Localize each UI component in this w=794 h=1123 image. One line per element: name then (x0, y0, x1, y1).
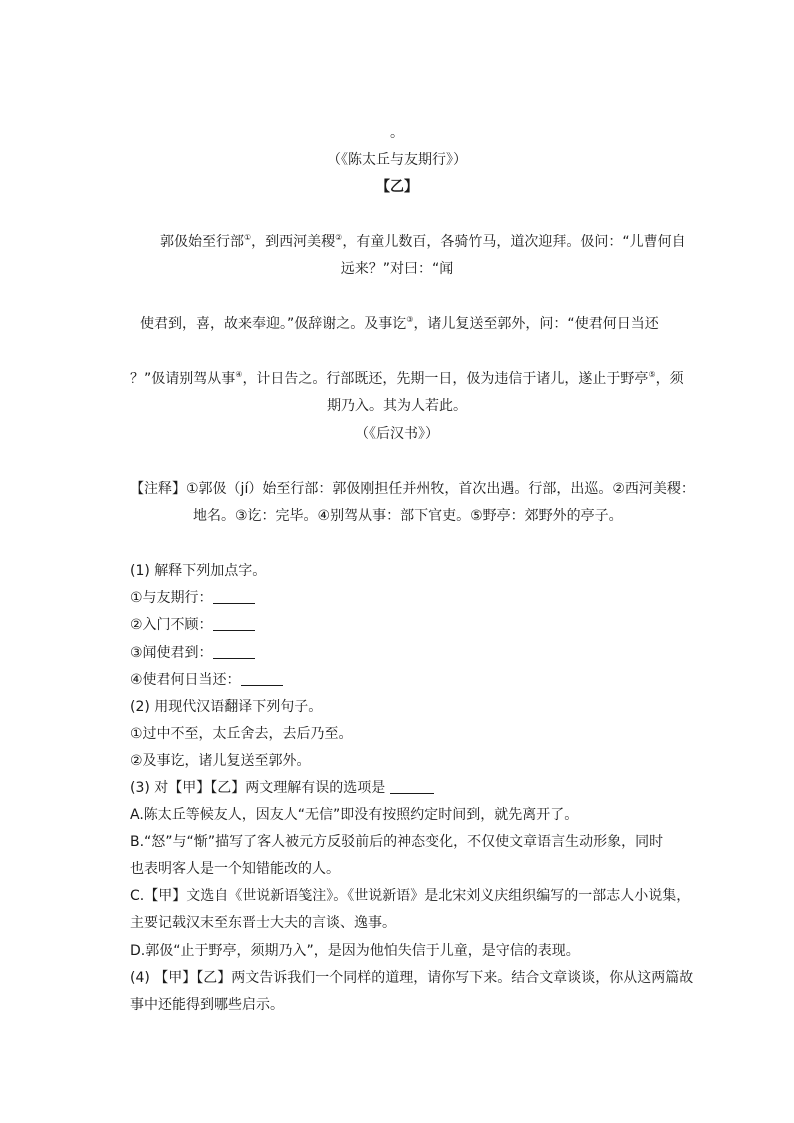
answer-blank[interactable] (241, 671, 283, 686)
answer-blank[interactable] (213, 589, 255, 604)
option-b-line-1: B.“怒”与“惭”描写了客人被元方反驳前后的神态变化，不仅使文章语言生动形象，同时 (130, 834, 664, 850)
question-2: (2) 用现代汉语翻译下列句子。 (130, 699, 323, 715)
option-a: A.陈太丘等候友人，因友人“无信”即没有按照约定时间到，就先离开了。 (130, 807, 579, 823)
yi-heading: 【乙】 (376, 179, 418, 195)
question-1: (1) 解释下列加点字。 (130, 563, 267, 579)
answer-blank[interactable] (390, 779, 434, 794)
note-ref-4: ④ (235, 370, 243, 379)
yi-passage-line-4: ？”伋请别驾从事④，计日告之。行部既还，先期一日，伋为违信于诸儿，遂止于野亭⑤，须 (130, 370, 684, 387)
yi-passage-line-3: 使君到，喜，故来奉迎。”伋辞谢之。及事讫③，诸儿复送至郭外，问：“使君何日当还 (140, 315, 659, 332)
jia-source: （《陈太丘与友期行》） (327, 152, 467, 168)
answer-blank[interactable] (213, 644, 255, 659)
question-3: (3) 对【甲】【乙】两文理解有误的选项是 (130, 778, 434, 798)
annotation-line-1: 【注释】①郭伋（jí）始至行部：郭伋刚担任并州牧，首次出遇。行部，出巡。②西河美稷： (130, 481, 695, 497)
yi-passage-line-5: 期乃入。其为人若此。 (327, 398, 467, 414)
option-c-line-1: C.【甲】文选自《世说新语笺注》。《世说新语》是北宋刘义庆组织编写的一部志人小说集， (130, 888, 691, 904)
note-ref-3: ③ (406, 315, 414, 324)
option-d: D.郭伋“止于野亭，须期乃入”，是因为他怕失信于儿童，是守信的表现。 (130, 943, 580, 959)
question-4-line-1: (4) 【甲】【乙】两文告诉我们一个同样的道理，请你写下来。结合文章谈谈，你从这两篇故 (130, 970, 694, 986)
annotation-line-2: 地名。③讫：完毕。④别驾从事：部下官吏。⑤野亭：郊野外的亭子。 (193, 508, 623, 524)
yi-passage-line-1: 郭伋始至行部①，到西河美稷②，有童儿数百，各骑竹马，道次迎拜。伋问：“儿曹何自 (160, 233, 686, 250)
yi-passage-line-2: 远来？”对曰：“闻 (340, 261, 454, 277)
question-1-item-1: ①与友期行： (130, 588, 255, 608)
option-c-line-2: 主要记载汉末至东晋士大夫的言谈、逸事。 (130, 915, 396, 931)
yi-source: （《后汉书》） (355, 426, 439, 442)
note-ref-1: ① (244, 233, 252, 242)
answer-blank[interactable] (213, 616, 255, 631)
question-1-item-2: ②入门不顾： (130, 615, 255, 635)
option-b-line-2: 也表明客人是一个知错能改的人。 (130, 861, 340, 877)
question-1-item-4: ④使君何日当还： (130, 670, 283, 690)
question-2-item-1: ①过中不至，太丘舍去，去后乃至。 (130, 726, 353, 742)
question-1-item-3: ③闻使君到： (130, 643, 255, 663)
note-ref-5: ⑤ (648, 370, 656, 379)
question-4-line-2: 事中还能得到哪些启示。 (130, 997, 284, 1013)
note-ref-2: ② (335, 233, 343, 242)
question-2-item-2: ②及事讫，诸儿复送至郭外。 (130, 753, 311, 769)
jia-ending-period: 。 (390, 125, 404, 141)
